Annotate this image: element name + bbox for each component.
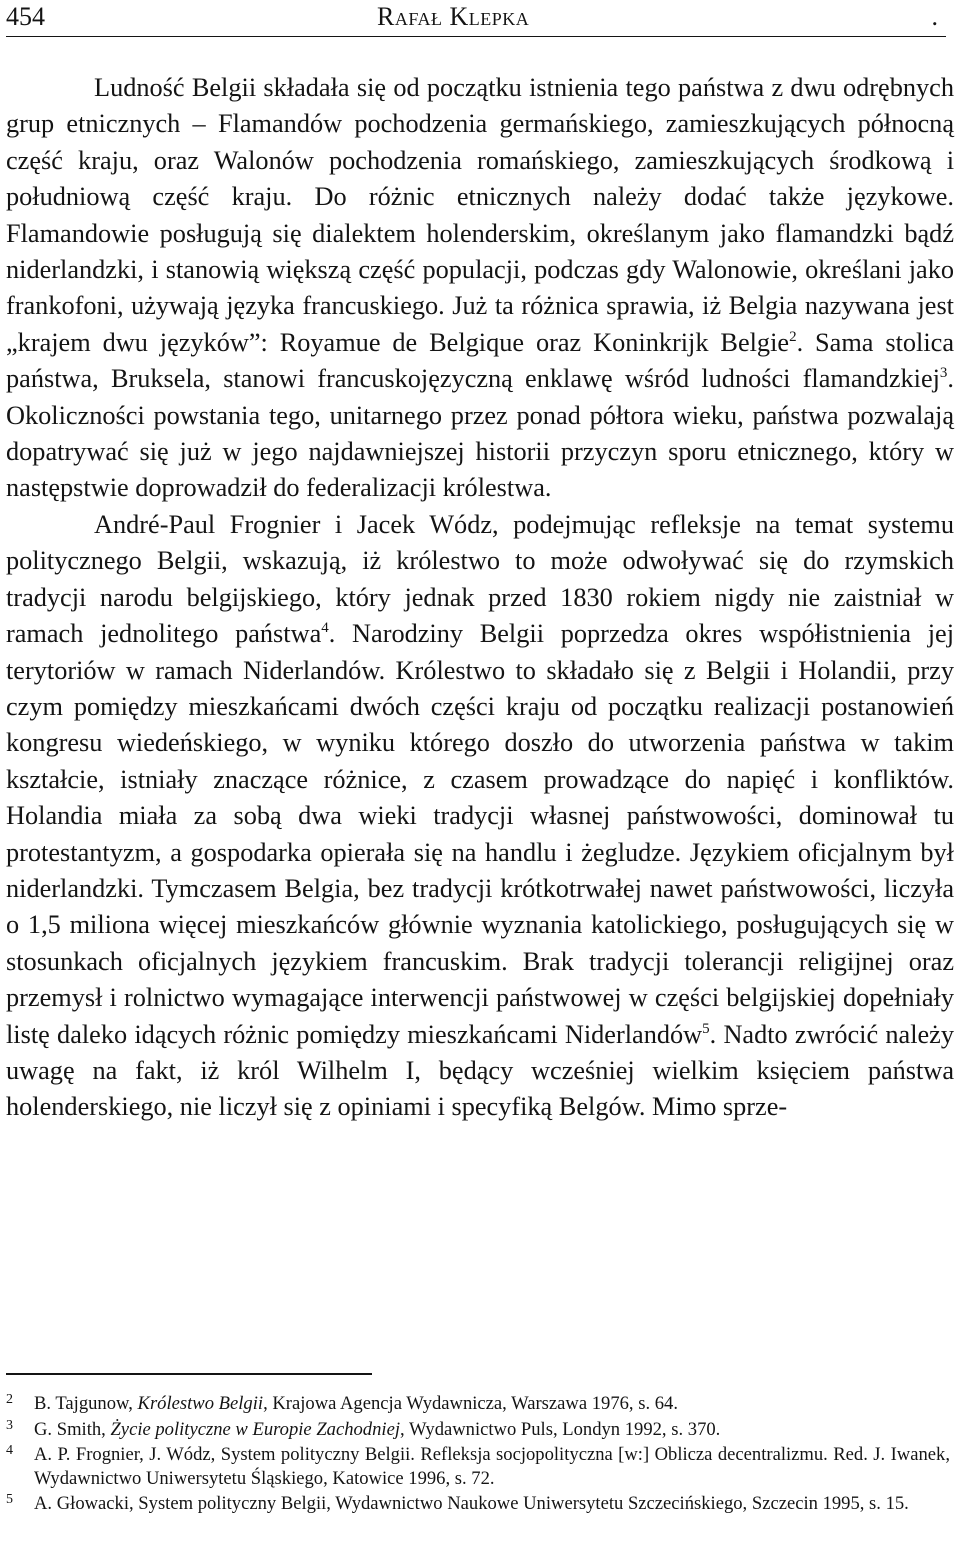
paragraph-1	[6, 70, 954, 507]
footnote-ref: 3	[939, 365, 948, 382]
paragraph-text: . Nadto zwrócić należy uwagę na fakt, iż król Wilhelm I, będący wcześniej wielkim księciem państwa holenderskiego, nie liczył się z opiniami i specyfiką Belgów. Mimo sprze-	[6, 1019, 954, 1122]
running-title: Rafał Klepka	[377, 2, 530, 31]
footnote-text: B. Tajgunow,	[34, 1393, 138, 1414]
footnote-number: 3	[6, 1417, 13, 1433]
running-header	[6, 0, 946, 37]
paragraph-text: . Okoliczności powstania tego, unitarnego przez ponad półtora wieku, państwa pozwalają dopatrywać się już w jego najdawniejszej historii przyczyn sporu etnicznego, który w następstwie doprowadził do federalizacji królestwa.	[6, 364, 954, 503]
footnote	[6, 1392, 950, 1416]
footnote-text: , Wydawnictwo Puls, Londyn 1992, s. 370.	[400, 1418, 721, 1440]
paragraph-text: André-Paul Frognier i Jacek Wódz, podejmując refleksje na temat systemu politycznego Belgii, wskazują, iż królestwo to może odwoływać się do rzymskich tradycji narodu belgijskiego, który jednak przed 1830 rokiem nigdy nie zaistniał w ramach jednolitego państwa	[6, 509, 954, 649]
footnote-ref: 4	[321, 620, 329, 637]
footnote-separator	[6, 1373, 372, 1375]
footnote	[6, 1418, 950, 1442]
footnote-ref: 5	[702, 1020, 710, 1037]
paragraph-2	[6, 507, 954, 1126]
footnote-text: G. Smith,	[34, 1418, 111, 1440]
footnote-title: Królestwo Belgii	[137, 1393, 264, 1414]
paragraph-text: . Sama stolica państwa, Bruksela, stanowi francuskojęzyczną enklawę wśród ludności flamandzkiej	[6, 327, 954, 394]
body-text	[6, 70, 954, 1126]
page-number: 454	[6, 2, 45, 31]
header-dot: .	[931, 2, 938, 31]
footnote	[6, 1492, 950, 1516]
footnote-text: A. P. Frognier, J. Wódz, System polityczny Belgii. Refleksja socjopolityczna [w:] Oblicza decentralizmu. Red. J. Iwanek, Wydawnictwo Uniwersytetu Śląskiego, Katowice 1996, s. 72.	[34, 1444, 950, 1489]
footnote-ref: 2	[789, 329, 797, 346]
footnote	[6, 1443, 950, 1490]
footnote-text: , Krajowa Agencja Wydawnicza, Warszawa 1976, s. 64.	[263, 1393, 678, 1414]
footnotes	[6, 1392, 950, 1518]
footnote-number: 4	[6, 1443, 13, 1459]
footnote-title: Życie polityczne w Europie Zachodniej	[110, 1418, 400, 1440]
paragraph-text: Ludność Belgii składała się od początku istnienia tego państwa z dwu odrębnych grup etnicznych – Flamandów pochodzenia germańskiego, zamieszkujących północną część kraju, oraz Walonów pochodzenia romańskiego, zamieszkujących środkową i południową część kraju. Do różnic etnicznych należy dodać także językowe. Flamandowie posługują się dialektem holenderskim, określanym jako flamandzki bądź niderlandzki, i stanowią większą część populacji, podczas gdy Walonowie, określani jako frankofoni, używają języka francuskiego. Już ta różnica sprawia, iż Belgia nazywana jest „krajem dwu języków”: Royamue de Belgique oraz Koninkrijk Belgie	[6, 73, 954, 357]
footnote-number: 5	[6, 1492, 13, 1508]
footnote-number: 2	[6, 1392, 13, 1407]
footnote-text: A. Głowacki, System polityczny Belgii, Wydawnictwo Naukowe Uniwersytetu Szczecińskiego, Szczecin 1995, s. 15.	[34, 1493, 909, 1515]
paragraph-text: . Narodziny Belgii poprzedza okres współistnienia jej terytoriów w ramach Niderlandów. Królestwo to składało się z Belgii i Holandii, przy czym pomiędzy mieszkańcami dwóch części kraju od początku realizacji postanowień kongresu wiedeńskiego, w wyniku którego doszło do utworzenia państwa w takim kształcie, istniały znaczące różnice, z czasem prowadzące do napięć i konfliktów. Holandia miała za sobą dwa wieki tradycji własnej państwowości, dominował tu protestantyzm, a gospodarka opierała się na handlu i żegludze. Językiem oficjalnym był niderlandzki. Tymczasem Belgia, bez tradycji krótkotrwałej nawet państwowości, liczyła o 1,5 miliona więcej mieszkańców głównie wyznania katolickiego, posługujących się w stosunkach oficjalnych językiem francuskim. Brak tradycji tolerancji religijnej oraz przemysł i rolnictwo wymagające interwencji państwowej w części belgijskiej dopełniały listę daleko idących różnic pomiędzy mieszkańcami Niderlandów	[6, 619, 955, 1049]
